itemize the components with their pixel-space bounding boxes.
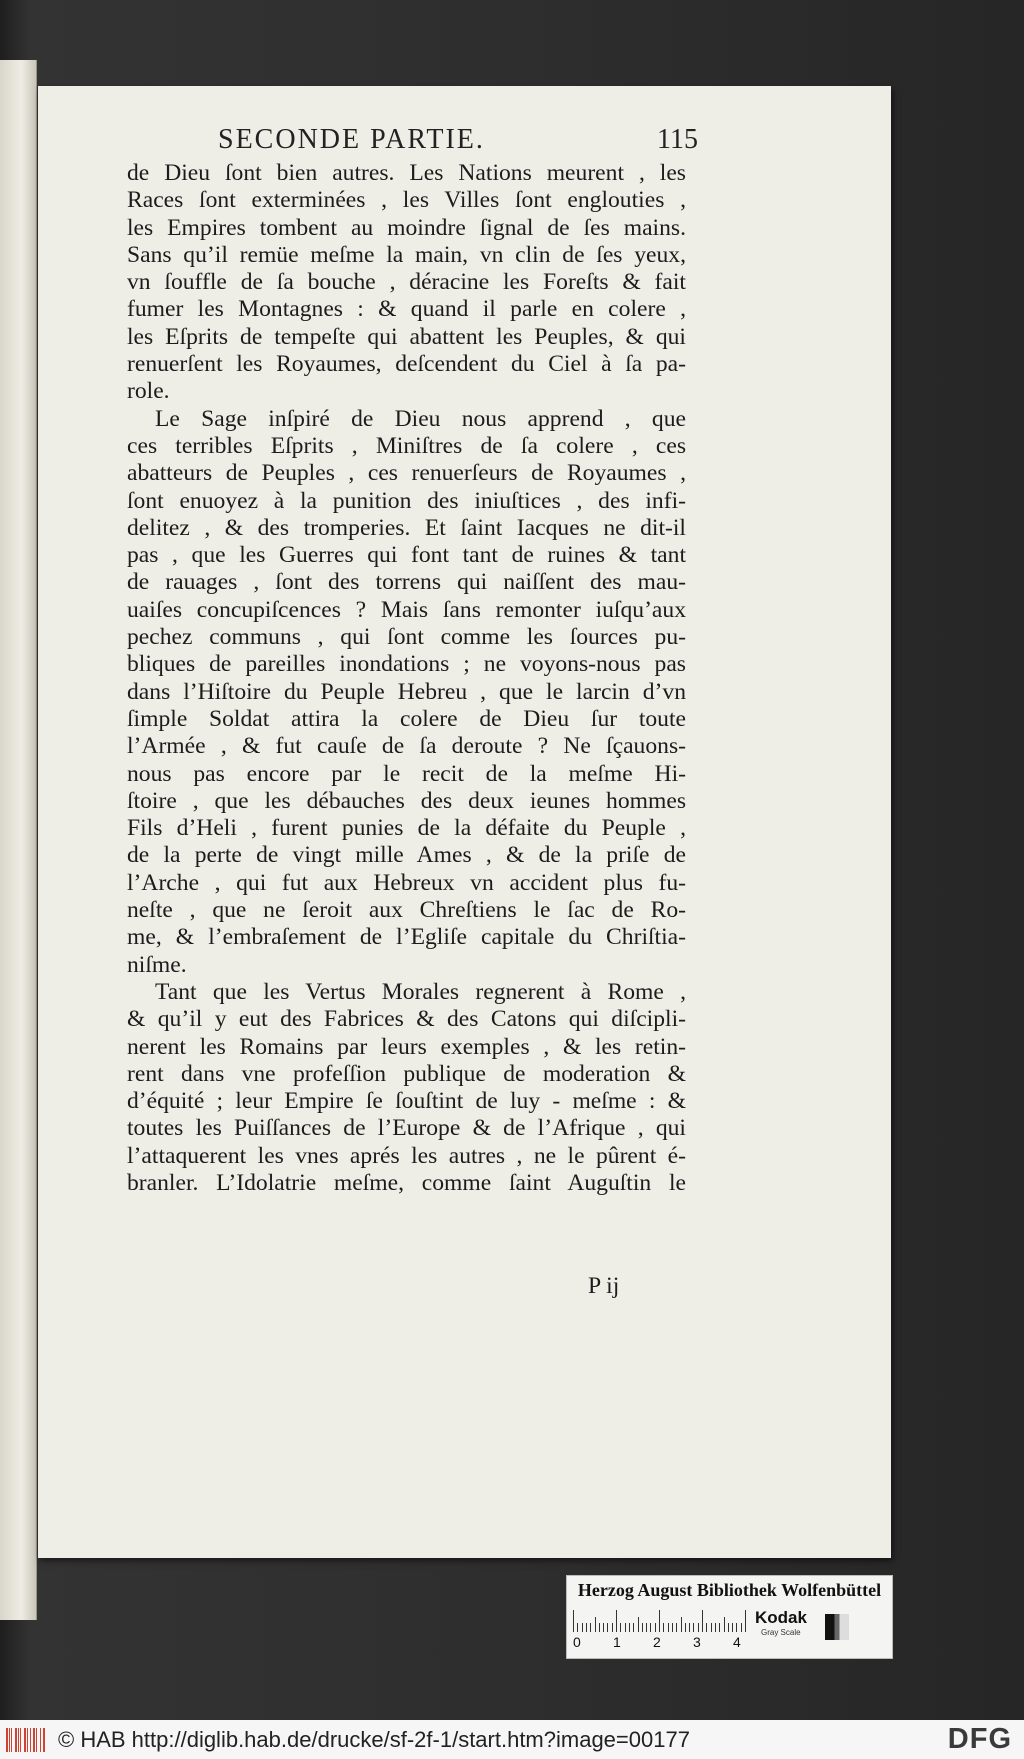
text-line: les Empires tombent au moindre ſignal de ſes mains. — [127, 214, 686, 241]
text-line: uaiſes concupiſcences ? Mais ſans remonter iuſqu’aux — [127, 596, 686, 623]
scale-tick — [689, 1623, 690, 1632]
scale-tick — [698, 1623, 699, 1632]
dfg-logo: DFG — [947, 1723, 1012, 1755]
body-text — [127, 160, 686, 1197]
barcode-bar — [30, 1728, 31, 1752]
scale-number: 0 — [573, 1634, 581, 1650]
barcode-bar — [24, 1728, 26, 1752]
barcode-bar — [43, 1728, 45, 1752]
text-line: delitez , & des tromperies. Et ſaint Iacques ne dit-il — [127, 514, 686, 541]
scale-tick — [612, 1623, 613, 1632]
text-line: de Dieu ſont bien autres. Les Nations meurent , les — [127, 160, 686, 186]
scale-tick — [681, 1617, 682, 1632]
text-line: abatteurs de Peuples , ces renuerſeurs de Royaumes , — [127, 460, 686, 487]
text-line: l’attaquerent les vnes aprés les autres , ne le pûrent é- — [127, 1142, 686, 1169]
barcode-bar — [40, 1728, 41, 1752]
scale-tick — [732, 1623, 733, 1632]
scale-tick — [633, 1623, 634, 1632]
text-line: & qu’il y eut des Fabrices & des Catons qui diſcipli- — [127, 1006, 686, 1033]
text-line: ſimple Soldat attira la colere de Dieu ſur toute — [127, 705, 686, 732]
signature-mark: P ij — [588, 1273, 620, 1299]
scale-tick — [702, 1610, 703, 1632]
scale-tick — [715, 1623, 716, 1632]
scale-tick — [638, 1617, 639, 1632]
text-line: renuerſent les Royaumes, deſcendent du Ciel à ſa pa- — [127, 351, 686, 378]
text-line: de la perte de vingt mille Ames , & de la priſe de — [127, 842, 686, 869]
scale-ticks — [573, 1610, 753, 1632]
source-url-link[interactable]: © HAB http://diglib.hab.de/drucke/sf-2f-1/start.htm?image=00177 — [58, 1727, 690, 1752]
scale-tick — [706, 1623, 707, 1632]
text-line: fumer les Montagnes : & quand il parle en colere , — [127, 296, 686, 323]
barcode-bar — [6, 1728, 8, 1752]
scale-tick — [719, 1623, 720, 1632]
text-line: dans l’Hiſtoire du Peuple Hebreu , que le larcin d’vn — [127, 678, 686, 705]
text-line: vn ſouffle de ſa bouche , déracine les Foreſts & fait — [127, 269, 686, 296]
scale-tick — [573, 1610, 574, 1632]
barcode-bar — [11, 1728, 12, 1752]
text-line: les Eſprits de tempeſte qui abattent les Peuples, & qui — [127, 323, 686, 350]
barcode-bar — [15, 1728, 17, 1752]
text-line: niſme. — [127, 951, 187, 978]
text-line: me, & l’embraſement de l’Egliſe capitale du Chriſtia- — [127, 924, 686, 951]
scale-tick — [603, 1623, 604, 1632]
barcode-bar — [9, 1728, 10, 1752]
color-target-card — [566, 1575, 893, 1659]
scale-numbers — [573, 1634, 753, 1652]
scale-number: 3 — [693, 1634, 701, 1650]
scale-tick — [595, 1617, 596, 1632]
text-line: bliques de pareilles inondations ; ne voyons-nous pas — [127, 651, 686, 678]
scale-tick — [599, 1623, 600, 1632]
scale-tick — [590, 1623, 591, 1632]
running-head: SECONDE PARTIE. — [218, 124, 485, 155]
scale-number: 4 — [733, 1634, 741, 1650]
scale-tick — [685, 1623, 686, 1632]
text-line: nerent les Romains par leurs exemples , & les retin- — [127, 1033, 686, 1060]
scale-tick — [646, 1623, 647, 1632]
scale-tick — [616, 1610, 617, 1632]
barcode-bar — [33, 1728, 35, 1752]
text-line: Le Sage inſpiré de Dieu nous apprend , que — [155, 405, 686, 432]
text-line: Tant que les Vertus Morales regnerent à Rome , — [155, 978, 686, 1005]
text-line: l’Armée , & fut cauſe de ſa deroute ? Ne ſçauons- — [127, 733, 686, 760]
page-number: 115 — [657, 124, 698, 155]
scale-tick — [745, 1610, 746, 1632]
text-line: branler. L’Idolatrie meſme, comme ſaint Auguſtin le — [127, 1169, 686, 1196]
page-header — [218, 124, 698, 162]
library-name: Herzog August Bibliothek Wolfenbüttel — [577, 1580, 882, 1600]
scale-number: 2 — [653, 1634, 661, 1650]
scale-tick — [607, 1623, 608, 1632]
text-line: d’équité ; leur Empire ſe ſouſtint de luy - meſme : & — [127, 1088, 686, 1115]
gray-swatch — [825, 1614, 849, 1640]
scale-tick — [642, 1623, 643, 1632]
gray-scale-label: Gray Scale — [761, 1628, 801, 1637]
text-line: pechez communs , qui ſont comme les ſources pu- — [127, 624, 686, 651]
scale-tick — [586, 1623, 587, 1632]
barcode-bar — [36, 1728, 37, 1752]
text-line: Fils d’Heli , furent punies de la défaite du Peuple , — [127, 815, 686, 842]
text-line: Races ſont exterminées , les Villes ſont englouties , — [127, 187, 686, 214]
text-line: ſtoire , que les débauches des deux ieunes hommes — [127, 787, 686, 814]
scale-tick — [620, 1623, 621, 1632]
scale-tick — [629, 1623, 630, 1632]
text-line: ces terribles Eſprits , Miniſtres de ſa colere , ces — [127, 432, 686, 459]
scale-tick — [582, 1623, 583, 1632]
scale-tick — [625, 1623, 626, 1632]
facing-page-edge — [0, 60, 37, 1620]
text-line: de rauages , ſont des torrens qui naiſſent des mau- — [127, 569, 686, 596]
text-line: pas , que les Guerres qui font tant de ruines & tant — [127, 542, 686, 569]
footer-bar — [0, 1720, 1024, 1759]
text-line: role. — [127, 378, 170, 405]
scale-tick — [693, 1623, 694, 1632]
scale-tick — [728, 1623, 729, 1632]
scale-tick — [736, 1623, 737, 1632]
scale-tick — [741, 1623, 742, 1632]
scale-tick — [676, 1623, 677, 1632]
scale-tick — [724, 1617, 725, 1632]
text-line: nous pas encore par le recit de la meſme Hi- — [127, 760, 686, 787]
barcode-bar — [27, 1728, 28, 1752]
scale-number: 1 — [613, 1634, 621, 1650]
text-line: ſont enuoyez à la punition des iniuſtices , des infi- — [127, 487, 686, 514]
scale-tick — [668, 1623, 669, 1632]
barcode-bar — [20, 1728, 21, 1752]
text-line: rent dans vne profeſſion publique de moderation & — [127, 1060, 686, 1087]
scale-tick — [659, 1610, 660, 1632]
scale-tick — [577, 1623, 578, 1632]
barcode-bar — [18, 1728, 19, 1752]
barcode-icon — [6, 1728, 46, 1752]
text-line: Sans qu’il remüe meſme la main, vn clin de ſes yeux, — [127, 241, 686, 268]
scale-tick — [663, 1623, 664, 1632]
scale-tick — [655, 1623, 656, 1632]
scale-tick — [650, 1623, 651, 1632]
text-line: neſte , que ne ſeroit aux Chreſtiens le ſac de Ro- — [127, 897, 686, 924]
text-line: toutes les Puiſſances de l’Europe & de l’Afrique , qui — [127, 1115, 686, 1142]
scale-tick — [672, 1623, 673, 1632]
kodak-logo: Kodak — [755, 1608, 807, 1627]
text-line: l’Arche , qui fut aux Hebreux vn accident plus fu- — [127, 869, 686, 896]
scale-tick — [711, 1623, 712, 1632]
